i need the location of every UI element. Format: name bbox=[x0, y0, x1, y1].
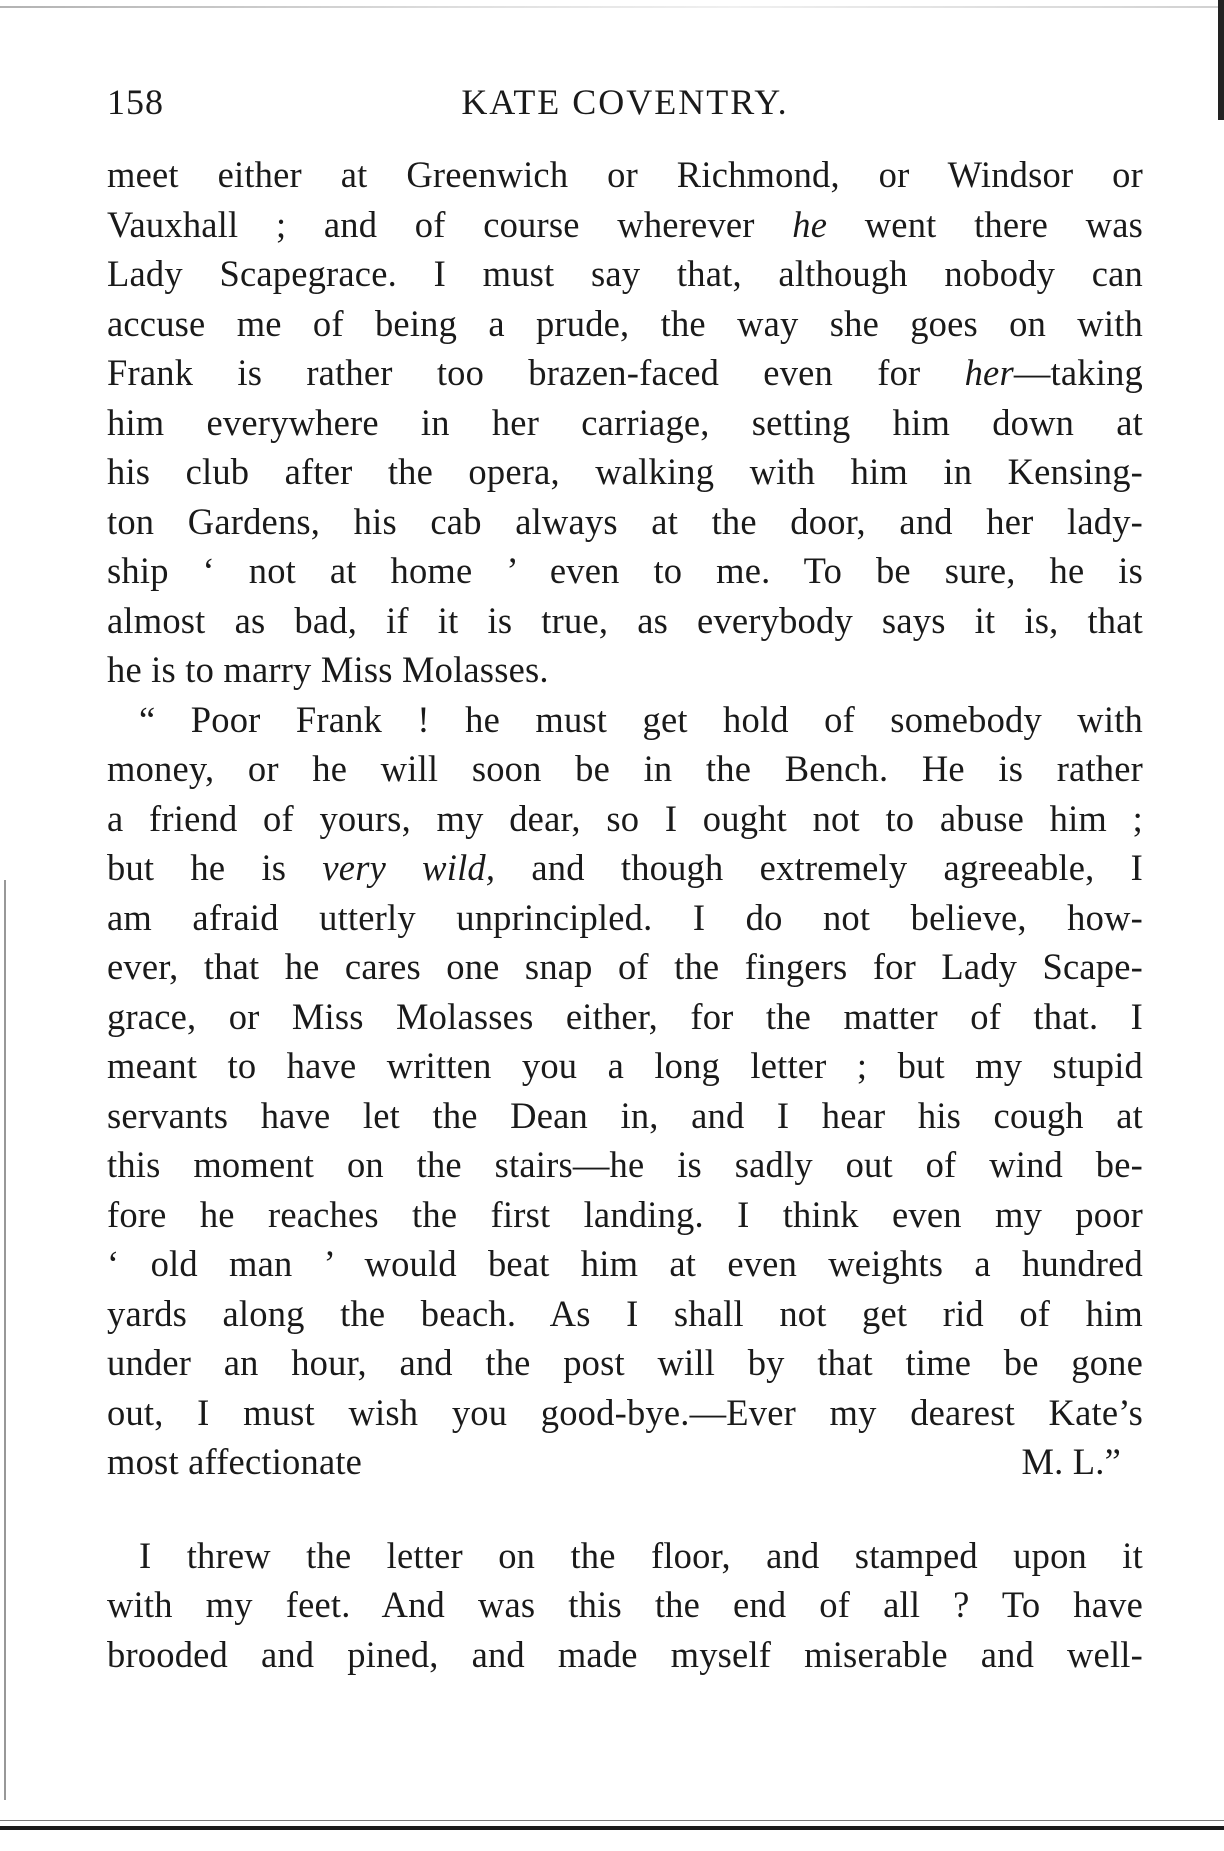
text-line: Frank is rather too brazen-faced even for her—taking bbox=[107, 352, 1143, 393]
text-line: yards along the beach. As I shall not get rid of him bbox=[107, 1292, 1143, 1334]
text-line: under an hour, and the post will by that time be gone bbox=[107, 1342, 1143, 1383]
text-line: but he is very wild, and though extremely agreeable, I bbox=[107, 847, 1143, 888]
text-line: I threw the letter on the floor, and stamped upon it bbox=[139, 1534, 1143, 1576]
text-line: ‘ old man ’ would beat him at even weights a hundred bbox=[107, 1243, 1143, 1284]
binding-edge bbox=[4, 880, 6, 1800]
text-line: ever, that he cares one snap of the fingers for Lady Scape- bbox=[107, 946, 1143, 987]
text-line: ship ‘ not at home ’ even to me. To be sure, he is bbox=[107, 550, 1143, 591]
page-header bbox=[107, 78, 1143, 128]
text-line: am afraid utterly unprincipled. I do not believe, how- bbox=[107, 896, 1143, 938]
text-line: this moment on the stairs—he is sadly out of wind be- bbox=[107, 1144, 1143, 1185]
text-line: Vauxhall ; and of course wherever he went there was bbox=[107, 203, 1144, 245]
footer-rule bbox=[0, 1826, 1224, 1830]
italic-emphasis: her bbox=[964, 352, 1014, 393]
text-line: money, or he will soon be in the Bench. He is rather bbox=[107, 748, 1143, 789]
italic-emphasis: very wild, bbox=[322, 847, 496, 888]
italic-emphasis: he bbox=[792, 203, 828, 245]
text-line: with my feet. And was this the end of all ? To have bbox=[107, 1584, 1143, 1625]
text-line: grace, or Miss Molasses either, for the matter of that. I bbox=[107, 995, 1143, 1037]
running-title: KATE COVENTRY. bbox=[461, 82, 789, 122]
text-line: servants have let the Dean in, and I hear his cough at bbox=[107, 1094, 1143, 1136]
text-line: brooded and pined, and made myself miserable and well- bbox=[107, 1633, 1143, 1675]
page-number: 158 bbox=[107, 82, 164, 122]
text-line: almost as bad, if it is true, as everybody says it is, that bbox=[107, 599, 1143, 641]
page-body bbox=[107, 150, 1143, 1679]
text-line: accuse me of being a prude, the way she goes on with bbox=[107, 302, 1143, 344]
text-line: meet either at Greenwich or Richmond, or Windsor or bbox=[107, 154, 1143, 195]
closing-text: most affectionate bbox=[107, 1441, 363, 1482]
text-line: meant to have written you a long letter ; but my stupid bbox=[107, 1045, 1143, 1086]
signature-initials: M. L.” bbox=[1021, 1441, 1121, 1482]
text-line: fore he reaches the first landing. I think even my poor bbox=[107, 1193, 1143, 1235]
text-line: he is to marry Miss Molasses. bbox=[107, 649, 549, 690]
text-line: Lady Scapegrace. I must say that, although nobody can bbox=[107, 253, 1143, 294]
text-line: a friend of yours, my dear, so I ought not to abuse him ; bbox=[107, 797, 1143, 839]
paragraph-3 bbox=[107, 1531, 1143, 1680]
paragraph-gap bbox=[107, 1487, 1143, 1531]
signature-line bbox=[107, 1437, 1143, 1487]
text-line: out, I must wish you good-bye.—Ever my dearest Kate’s bbox=[107, 1391, 1143, 1433]
text-line: him everywhere in her carriage, setting him down at bbox=[107, 401, 1143, 443]
text-line: ton Gardens, his cab always at the door, and her lady- bbox=[107, 500, 1143, 542]
paragraph-2 bbox=[107, 695, 1143, 1487]
text-line: his club after the opera, walking with him in Kensing- bbox=[107, 451, 1143, 492]
paragraph-1 bbox=[107, 150, 1143, 695]
scan-edge-right bbox=[1218, 0, 1224, 120]
text-line: “ Poor Frank ! he must get hold of somebody with bbox=[139, 698, 1143, 740]
scan-edge-top bbox=[0, 6, 1224, 8]
footer-rule-thin bbox=[0, 1820, 1224, 1821]
